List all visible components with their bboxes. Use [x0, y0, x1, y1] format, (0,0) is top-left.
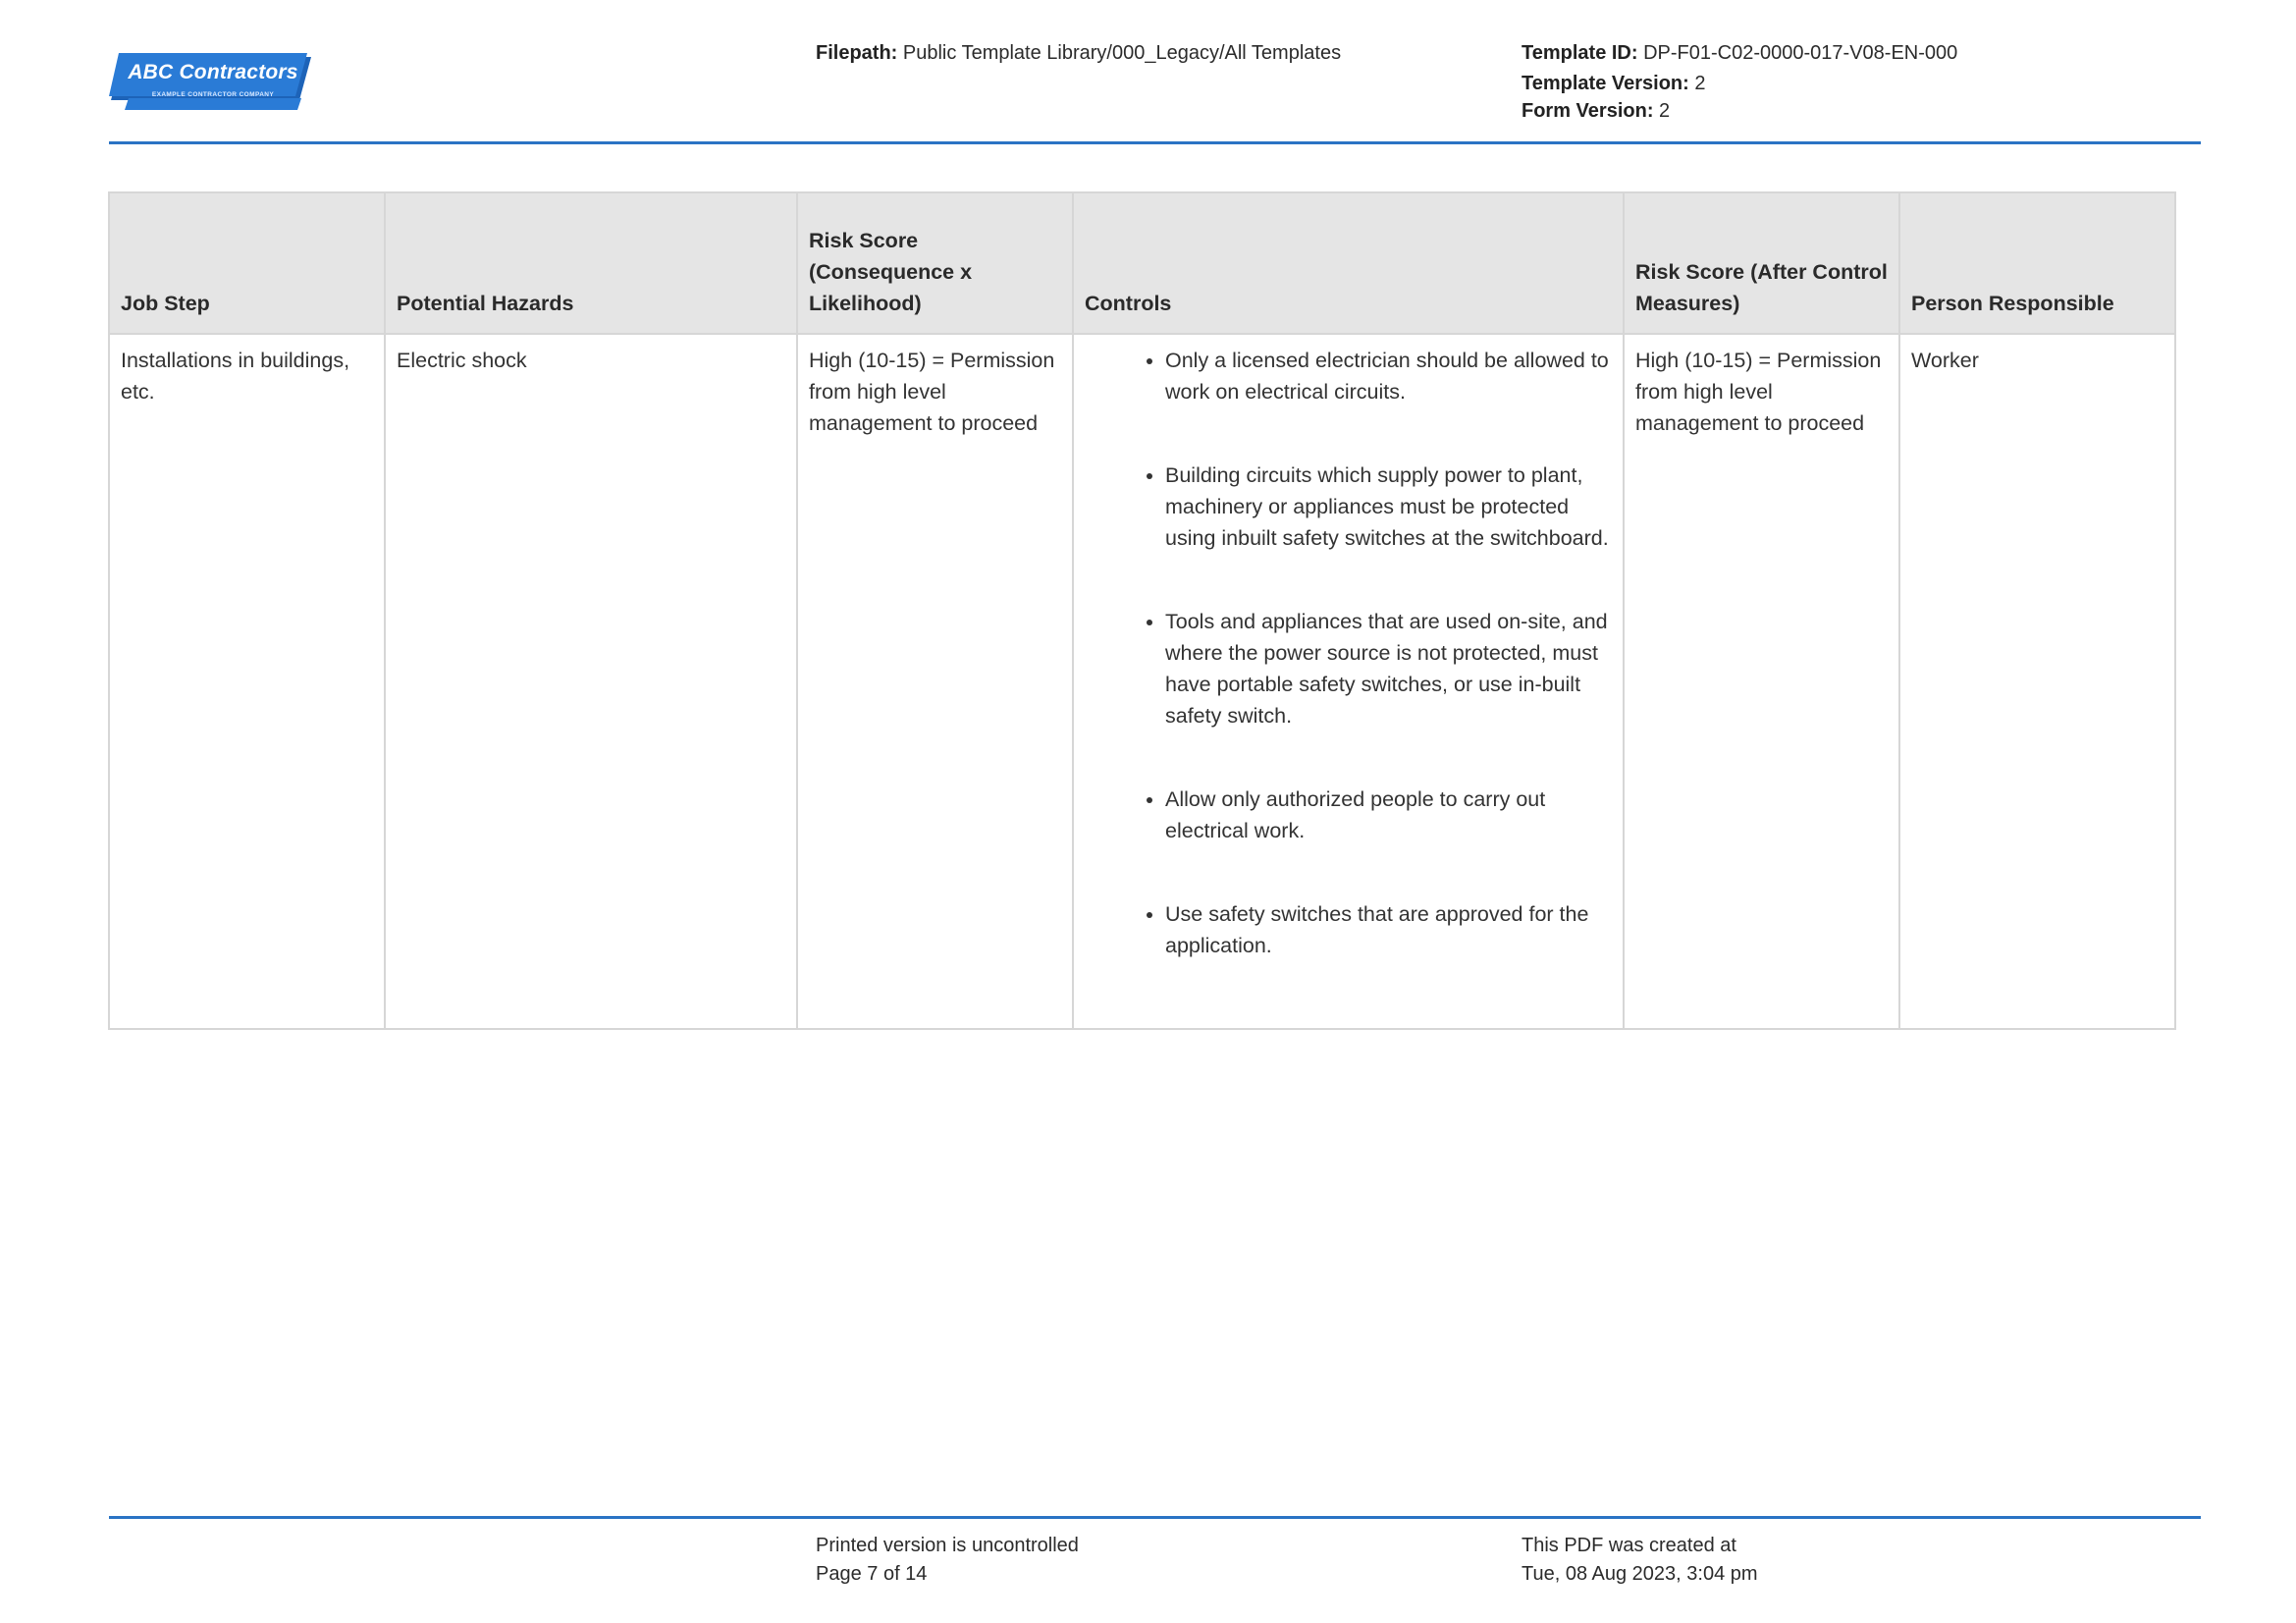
cell-person-responsible: Worker [1899, 334, 2175, 1029]
cell-risk-score-after: High (10-15) = Permission from high level management to proceed [1624, 334, 1899, 1029]
page-header [109, 0, 2201, 144]
control-item: • Only a licensed electrician should be allowed to work on electrical circuits. [1165, 345, 1612, 407]
controls-list [1085, 345, 1612, 961]
created-label: This PDF was created at [1522, 1535, 1736, 1556]
template-id-value: DP-F01-C02-0000-017-V08-EN-000 [1643, 42, 1958, 64]
company-logo [109, 53, 317, 112]
control-item: • Allow only authorized people to carry out electrical work. [1165, 784, 1612, 846]
template-version [1522, 70, 1705, 97]
form-version-value: 2 [1659, 100, 1671, 122]
printed-notice: Printed version is uncontrolled [816, 1535, 1079, 1556]
logo-name: ABC Contractors [128, 61, 298, 83]
cell-potential-hazards: Electric shock [385, 334, 797, 1029]
form-version-label: Form Version: [1522, 100, 1654, 122]
table-row [109, 334, 2175, 1029]
control-item: • Building circuits which supply power to plant, machinery or appliances must be protected using inbuilt safety switches at the switchboard. [1165, 460, 1612, 554]
template-id [1522, 39, 1957, 67]
column-header-risk-score: Risk Score (Consequence x Likelihood) [797, 192, 1073, 334]
column-header-potential-hazards: Potential Hazards [385, 192, 797, 334]
template-id-label: Template ID: [1522, 42, 1638, 64]
logo-tagline: EXAMPLE CONTRACTOR COMPANY [151, 91, 275, 98]
column-header-controls: Controls [1073, 192, 1624, 334]
control-item: • Tools and appliances that are used on-site, and where the power source is not protected, must have portable safety switches, or use in-built safety switch. [1165, 606, 1612, 731]
column-header-risk-score-after: Risk Score (After Control Measures) [1624, 192, 1899, 334]
job-safety-table [108, 191, 2176, 1030]
template-version-label: Template Version: [1522, 73, 1689, 94]
table-header-row [109, 192, 2175, 334]
created-timestamp: Tue, 08 Aug 2023, 3:04 pm [1522, 1563, 1758, 1585]
filepath-value: Public Template Library/000_Legacy/All Templates [902, 42, 1342, 64]
form-version [1522, 97, 1670, 125]
filepath-label: Filepath: [816, 42, 898, 64]
page-number: Page 7 of 14 [816, 1563, 928, 1585]
control-item: • Use safety switches that are approved for the application. [1165, 898, 1612, 961]
column-header-job-step: Job Step [109, 192, 385, 334]
footer-divider [109, 1516, 2201, 1519]
cell-risk-score: High (10-15) = Permission from high level management to proceed [797, 334, 1073, 1029]
header-divider [109, 141, 2201, 144]
filepath [816, 39, 1341, 67]
cell-job-step: Installations in buildings, etc. [109, 334, 385, 1029]
template-version-value: 2 [1694, 73, 1706, 94]
cell-controls [1073, 334, 1624, 1029]
column-header-person-responsible: Person Responsible [1899, 192, 2175, 334]
